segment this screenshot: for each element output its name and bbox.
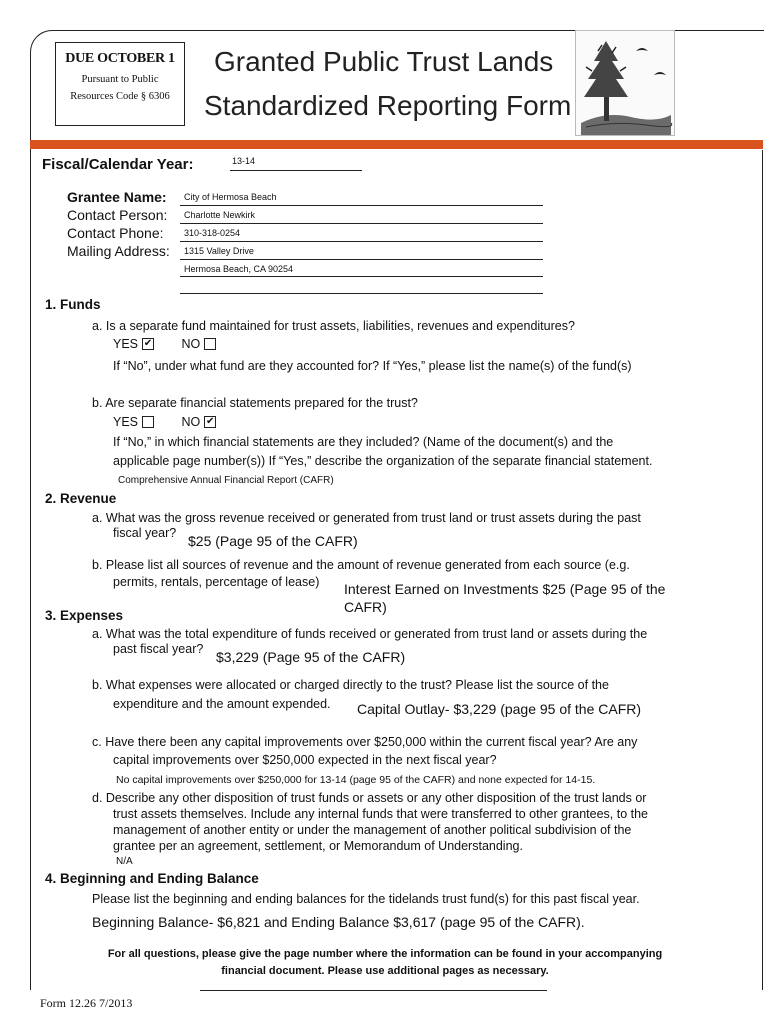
page-frame-right [762, 150, 763, 990]
form-number: Form 12.26 7/2013 [40, 996, 133, 1010]
page-frame-left [30, 140, 31, 990]
expenses-question-d-line1: d. Describe any other disposition of trust funds or assets or any other disposition of the trust lands or [92, 791, 647, 805]
mailing-address-underline3 [180, 293, 543, 294]
expenses-question-d-line4: grantee per an agreement, settlement, or Memorandum of Understanding. [113, 839, 523, 853]
section-balance-heading: 4. Beginning and Ending Balance [45, 871, 259, 886]
footer-note: For all questions, please give the page number where the information can be found in your accompanying financial document. Please use additional pages as necessary. [107, 948, 663, 977]
funds-question-b: b. Are separate financial statements prepared for the trust? [92, 396, 418, 410]
revenue-question-a-line2: fiscal year? [113, 526, 177, 540]
header-divider-bar [30, 140, 763, 149]
form-title-line1: Granted Public Trust Lands [214, 46, 554, 77]
fiscal-year-label: Fiscal/Calendar Year: [42, 156, 194, 173]
revenue-question-a-line1: a. What was the gross revenue received or generated from trust land or trust assets during the past [92, 511, 641, 525]
grantee-name-field[interactable]: City of Hermosa Beach [184, 192, 277, 202]
revenue-b-answer-line2[interactable]: CAFR) [344, 599, 387, 615]
due-date-title: DUE OCTOBER 1 [65, 51, 175, 66]
expenses-question-a-line2: past fiscal year? [113, 642, 204, 656]
contact-person-field[interactable]: Charlotte Newkirk [184, 210, 256, 220]
mailing-address-field-line2[interactable]: Hermosa Beach, CA 90254 [184, 264, 294, 274]
mailing-address-label: Mailing Address: [67, 243, 170, 259]
section-expenses-heading: 3. Expenses [45, 608, 124, 623]
expenses-question-c-line1: c. Have there been any capital improvements over $250,000 within the current fiscal year? Are any [92, 735, 638, 749]
expenses-d-answer[interactable]: N/A [116, 856, 133, 867]
funds-b-followup-line2: applicable page number(s)) If “Yes,” describe the organization of the separate financial statement. [113, 454, 653, 468]
funds-b-followup-line1: If “No,” in which financial statements are they included? (Name of the document(s) and the [113, 435, 614, 449]
funds-a-yes-checkbox[interactable]: ✔ [143, 337, 153, 349]
signature-line [200, 990, 547, 991]
expenses-question-b-line1: b. What expenses were allocated or charged directly to the trust? Please list the source of the [92, 678, 609, 692]
expenses-c-answer[interactable]: No capital improvements over $250,000 for 13-14 (page 95 of the CAFR) and none expected for 14-15. [116, 774, 596, 786]
expenses-question-d-line2: trust assets themselves. Include any internal funds that were transferred to other grantees, to the [113, 807, 649, 821]
funds-b-no-checkbox[interactable]: ✔ [206, 415, 215, 427]
expenses-b-answer[interactable]: Capital Outlay- $3,229 (page 95 of the CAFR) [357, 701, 642, 717]
funds-a-no-checkbox[interactable] [204, 338, 216, 350]
expenses-a-answer[interactable]: $3,229 (Page 95 of the CAFR) [216, 649, 406, 665]
due-date-box [55, 42, 185, 126]
form-title-line2: Standardized Reporting Form [204, 90, 572, 121]
due-date-subtitle: Pursuant to Public Resources Code § 6306 [70, 74, 170, 102]
contact-phone-underline [180, 241, 543, 242]
tree-landscape-icon [575, 30, 675, 136]
balance-question: Please list the beginning and ending balances for the tidelands trust fund(s) for this past fiscal year. [92, 892, 640, 906]
expenses-question-d-line3: management of another entity or under the management of another political subdivision of the [113, 823, 632, 837]
contact-phone-field[interactable]: 310-318-0254 [184, 228, 241, 238]
section-funds-heading: 1. Funds [45, 297, 101, 312]
mailing-address-underline1 [180, 259, 543, 260]
fiscal-year-underline [230, 170, 362, 171]
funds-b-options: YES NO ✔ [113, 415, 215, 429]
grantee-name-label: Grantee Name: [67, 189, 167, 205]
mailing-address-underline2 [180, 276, 543, 277]
balance-answer[interactable]: Beginning Balance- $6,821 and Ending Balance $3,617 (page 95 of the CAFR). [92, 914, 585, 930]
funds-question-a: a. Is a separate fund maintained for trust assets, liabilities, revenues and expenditures? [92, 319, 575, 333]
mailing-address-field-line1[interactable]: 1315 Valley Drive [184, 246, 254, 256]
revenue-question-b-line1: b. Please list all sources of revenue and the amount of revenue generated from each source (e.g. [92, 558, 630, 572]
expenses-question-c-line2: capital improvements over $250,000 expected in the next fiscal year? [113, 753, 497, 767]
revenue-b-answer-line1[interactable]: Interest Earned on Investments $25 (Page 95 of the [344, 581, 666, 597]
funds-a-options: YES ✔ NO [113, 336, 216, 352]
funds-b-yes-checkbox[interactable] [142, 416, 154, 428]
funds-a-followup: If “No”, under what fund are they accounted for? If “Yes,” please list the name(s) of the fund(s) [113, 359, 632, 373]
grantee-name-underline [180, 205, 543, 206]
revenue-a-answer[interactable]: $25 (Page 95 of the CAFR) [188, 533, 358, 549]
section-revenue-heading: 2. Revenue [45, 491, 117, 506]
funds-b-answer[interactable]: Comprehensive Annual Financial Report (CAFR) [118, 475, 334, 486]
expenses-question-a-line1: a. What was the total expenditure of funds received or generated from trust land or assets during the [92, 627, 648, 641]
contact-person-underline [180, 223, 543, 224]
contact-person-label: Contact Person: [67, 207, 168, 223]
contact-phone-label: Contact Phone: [67, 225, 164, 241]
expenses-question-b-line2: expenditure and the amount expended. [113, 697, 331, 711]
revenue-question-b-line2: permits, rentals, percentage of lease) [113, 575, 320, 589]
fiscal-year-value[interactable]: 13-14 [232, 156, 256, 166]
